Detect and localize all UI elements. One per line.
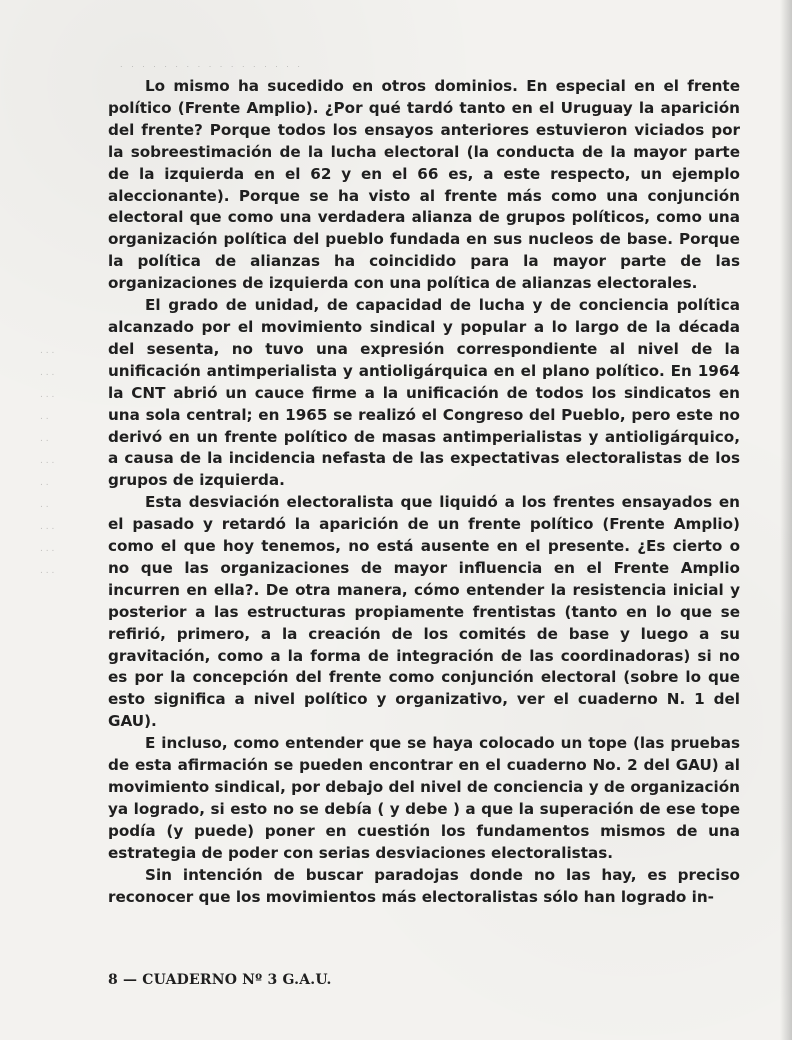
print-speckles: . . . . . . . . . . . . . . . . . xyxy=(120,60,303,69)
paragraph-5-text: Sin intención de buscar paradojas donde no las hay, es preciso reconocer que los movimientos más electoralistas sólo han logrado in- xyxy=(108,865,740,906)
page-footer: 8 — CUADERNO Nº 3 G.A.U. xyxy=(108,972,332,988)
paragraph-3 xyxy=(108,492,740,733)
paragraph-4 xyxy=(108,733,740,864)
paragraph-1-text-a: Lo mismo ha sucedido en otros dominios. En especial en el frente político (Frente Amplio). ¿Por qué tardó tanto en el Uruguay la aparición del frente? Porque todos los ensayos anteriores estuvieron viciados por la sobreestimación de la lucha electoral (la conducta de la mayor parte de la izquierda en el 62 y en el 66 es, a este respecto, un ejemplo aleccionante). Porque se ha visto al frente más como una conjunción electoral que como una verdadera alianza de grupos políticos, como una organización política del pueblo fundada en sus nucleos de base. Porque xyxy=(108,77,740,249)
body-text xyxy=(108,76,740,908)
paragraph-4-text: E incluso, como entender que se haya colocado un tope (las pruebas de esta afirmación se pueden encontrar en el cuaderno No. 2 del GAU) al movimiento sindical, por debajo del nivel de conciencia y de organización ya logrado, si esto no se debía ( y debe ) a que la superación de ese tope podía (y puede) poner en cuestión los fundamentos mismos de una estrategia de poder con serias desviaciones electoralistas. xyxy=(108,734,740,862)
paragraph-2 xyxy=(108,295,740,492)
page-edge-shadow xyxy=(780,0,792,1040)
paragraph-3-emphasis: desviación xyxy=(188,493,280,512)
paragraph-1-emphasis: la política de alianzas ha coincidido para la mayor parte de las organizaciones de izquierda con una política de alianzas electorales. xyxy=(108,252,740,293)
paragraph-2-text: El grado de unidad, de capacidad de lucha y de conciencia política alcanzado por el movimiento sindical y popular a lo largo de la década del sesenta, no tuvo una expresión correspondiente al nivel de la unificación antimperialista y antioligárquica en el plano político. En 1964 la CNT abrió un cauce firme a la unificación de todos los sindicatos en una sola central; en 1965 se realizó el Congreso del Pueblo, pero este no derivó en un frente político de masas antimperialistas y antioligárquico, a causa de la incidencia nefasta de las expectativas electoralistas de los grupos de izquierda. xyxy=(108,296,740,490)
paragraph-1 xyxy=(108,76,740,295)
bleed-through-marks: . . . . . . . . . . . . . . . . . . . . . . . . . . . . . xyxy=(40,346,55,576)
paragraph-3-lead: Esta xyxy=(145,493,182,512)
paragraph-3-text: electoralista que liquidó a los frentes ensayados en el pasado y retardó la aparición de un frente político (Frente Amplio) como el que hoy tenemos, no está ausente en el presente. ¿Es cierto o no que las organizaciones de mayor influencia en el Frente Amplio incurren en ella?. De otra manera, cómo entender la resistencia inicial y posterior a las estructuras propiamente frentistas (tanto en lo que se refirió, primero, a la creación de los comités de base y luego a su gravitación, como a la forma de integración de las coordinadoras) si no es por la concepción del frente como conjunción electoral (sobre lo que esto significa a nivel político y organizativo, ver el cuaderno N. 1 del GAU). xyxy=(108,493,740,731)
paragraph-5 xyxy=(108,865,740,909)
